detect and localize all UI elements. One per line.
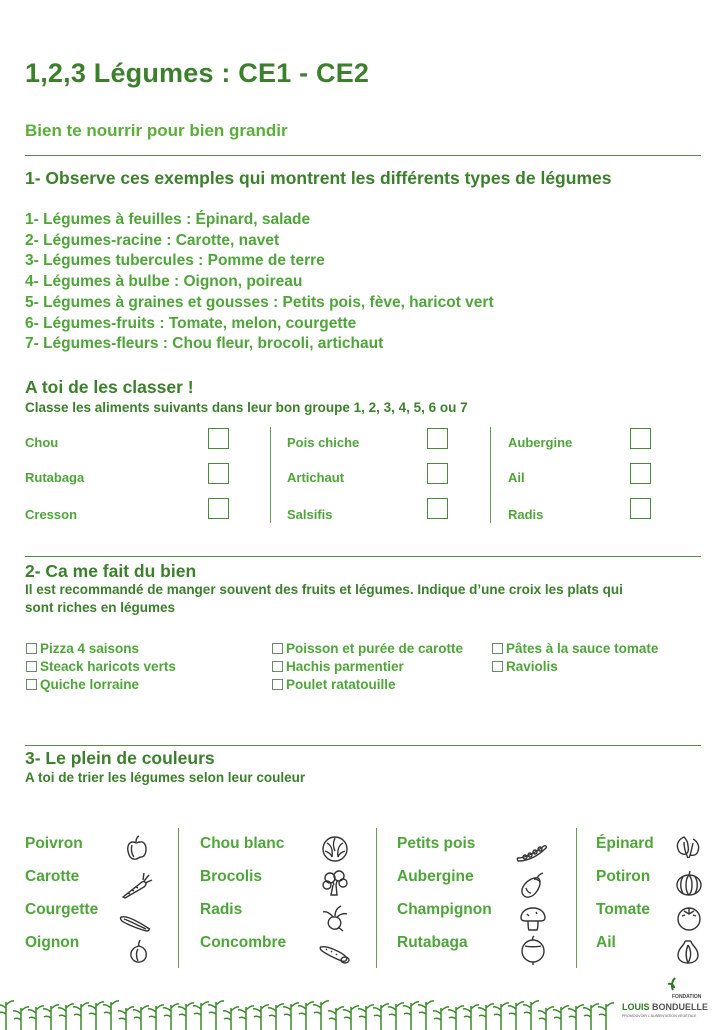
group-answer-box[interactable] bbox=[427, 463, 448, 484]
section3-instruction: A toi de trier les légumes selon leur couleur bbox=[25, 770, 306, 785]
dish-checkbox[interactable] bbox=[26, 643, 37, 654]
pepper-icon bbox=[120, 833, 154, 863]
dish-option[interactable]: Raviolis bbox=[492, 659, 558, 674]
group-answer-box[interactable] bbox=[630, 498, 651, 519]
classify-item-label: Chou bbox=[25, 435, 59, 450]
dish-option[interactable]: Poulet ratatouille bbox=[272, 677, 396, 692]
color-veg-label: Oignon bbox=[25, 934, 80, 951]
type-line: 7- Légumes-fleurs : Chou fleur, brocoli, artichaut bbox=[25, 335, 384, 353]
page-subtitle: Bien te nourrir pour bien grandir bbox=[25, 121, 288, 140]
column-separator bbox=[576, 828, 577, 968]
dish-checkbox[interactable] bbox=[272, 661, 283, 672]
group-answer-box[interactable] bbox=[208, 463, 229, 484]
color-veg-label: Carotte bbox=[25, 868, 80, 885]
instruction-line: Il est recommandé de manger souvent des fruits et légumes. Indique d’une croix les plats qui bbox=[25, 582, 623, 597]
type-line: 6- Légumes-fruits : Tomate, melon, courgette bbox=[25, 314, 357, 332]
cucumber-icon bbox=[318, 937, 352, 967]
mushroom-icon bbox=[516, 903, 550, 933]
group-answer-box[interactable] bbox=[427, 428, 448, 449]
sprouts-decoration bbox=[0, 990, 620, 1030]
dish-checkbox[interactable] bbox=[26, 679, 37, 690]
vegetable-types-list bbox=[25, 210, 494, 355]
color-veg-label: Rutabaga bbox=[397, 934, 468, 951]
section3-heading: 3- Le plein de couleurs bbox=[25, 748, 215, 768]
classify-item-label: Artichaut bbox=[287, 470, 345, 485]
group-answer-box[interactable] bbox=[630, 428, 651, 449]
color-veg-label: Tomate bbox=[596, 901, 650, 918]
classify-item-label: Salsifis bbox=[287, 507, 333, 522]
color-veg-label: Courgette bbox=[25, 901, 99, 918]
divider bbox=[25, 745, 701, 746]
color-veg-label: Aubergine bbox=[397, 868, 474, 885]
pumpkin-icon bbox=[672, 868, 706, 898]
color-veg-label: Chou blanc bbox=[200, 835, 285, 852]
classify-instruction: Classe les aliments suivants dans leur bon groupe 1, 2, 3, 4, 5, 6 ou 7 bbox=[25, 400, 468, 415]
type-line: 5- Légumes à graines et gousses : Petits pois, fève, haricot vert bbox=[25, 293, 494, 311]
color-veg-label: Champignon bbox=[397, 901, 492, 918]
onion-icon bbox=[122, 936, 156, 966]
eggplant-icon bbox=[516, 870, 550, 900]
tomato-icon bbox=[672, 902, 706, 932]
classify-item-label: Aubergine bbox=[508, 435, 573, 450]
dish-option[interactable]: Hachis parmentier bbox=[272, 659, 404, 674]
broccoli-icon bbox=[318, 868, 352, 898]
divider bbox=[25, 155, 701, 156]
dish-checkbox[interactable] bbox=[492, 643, 503, 654]
group-answer-box[interactable] bbox=[630, 463, 651, 484]
classify-item-label: Ail bbox=[508, 470, 525, 485]
logo-tagline: PROMOUVOIR L'ALIMENTATION VÉGÉTALE bbox=[622, 1014, 697, 1018]
dish-checkbox[interactable] bbox=[272, 679, 283, 690]
rutabaga-icon bbox=[516, 935, 550, 965]
color-veg-label: Ail bbox=[596, 934, 616, 951]
type-line: 1- Légumes à feuilles : Épinard, salade bbox=[25, 211, 311, 228]
classify-heading: A toi de les classer ! bbox=[25, 377, 194, 397]
type-line: 4- Légumes à bulbe : Oignon, poireau bbox=[25, 273, 303, 291]
cabbage-icon bbox=[318, 833, 352, 863]
color-veg-label: Brocolis bbox=[200, 868, 263, 885]
instruction-line: sont riches en légumes bbox=[25, 600, 176, 615]
type-line: 2- Légumes-racine : Carotte, navet bbox=[25, 231, 280, 249]
logo-small-text: FONDATION bbox=[672, 994, 702, 1000]
page-title: 1,2,3 Légumes : CE1 - CE2 bbox=[25, 58, 370, 88]
section2-instruction bbox=[25, 581, 623, 617]
color-veg-label: Petits pois bbox=[397, 835, 476, 852]
classify-item-label: Radis bbox=[508, 507, 544, 522]
dish-option[interactable]: Poisson et purée de carotte bbox=[272, 641, 463, 656]
garlic-icon bbox=[672, 935, 706, 965]
column-separator bbox=[270, 427, 271, 523]
logo-brand: LOUIS BONDUELLE bbox=[622, 1002, 709, 1012]
dish-option[interactable]: Pizza 4 saisons bbox=[26, 641, 139, 656]
dish-option[interactable]: Quiche lorraine bbox=[26, 677, 139, 692]
color-veg-label: Potiron bbox=[596, 868, 651, 885]
dish-option[interactable]: Steack haricots verts bbox=[26, 659, 176, 674]
foundation-logo bbox=[620, 974, 720, 1024]
dish-checkbox[interactable] bbox=[272, 643, 283, 654]
type-line: 3- Légumes tubercules : Pomme de terre bbox=[25, 252, 325, 270]
color-veg-label: Concombre bbox=[200, 934, 287, 951]
classify-item-label: Rutabaga bbox=[25, 470, 85, 485]
column-separator bbox=[376, 828, 377, 968]
dish-option[interactable]: Pâtes à la sauce tomate bbox=[492, 641, 658, 656]
carrot-icon bbox=[120, 870, 154, 900]
spinach-icon bbox=[672, 833, 706, 863]
zucchini-icon bbox=[118, 903, 152, 933]
dish-checkbox[interactable] bbox=[492, 661, 503, 672]
classify-item-label: Pois chiche bbox=[287, 435, 360, 450]
section2-heading: 2- Ca me fait du bien bbox=[25, 561, 197, 581]
group-answer-box[interactable] bbox=[208, 498, 229, 519]
divider bbox=[25, 556, 701, 557]
dish-checkbox[interactable] bbox=[26, 661, 37, 672]
column-separator bbox=[490, 427, 491, 523]
color-veg-label: Poivron bbox=[25, 835, 83, 852]
group-answer-box[interactable] bbox=[208, 428, 229, 449]
group-answer-box[interactable] bbox=[427, 498, 448, 519]
column-separator bbox=[178, 828, 179, 968]
color-veg-label: Épinard bbox=[596, 835, 654, 852]
classify-item-label: Cresson bbox=[25, 507, 78, 522]
color-veg-label: Radis bbox=[200, 901, 243, 918]
section1-heading: 1- Observe ces exemples qui montrent les différents types de légumes bbox=[25, 168, 612, 188]
radish-icon bbox=[318, 903, 352, 933]
peas-icon bbox=[515, 838, 549, 868]
